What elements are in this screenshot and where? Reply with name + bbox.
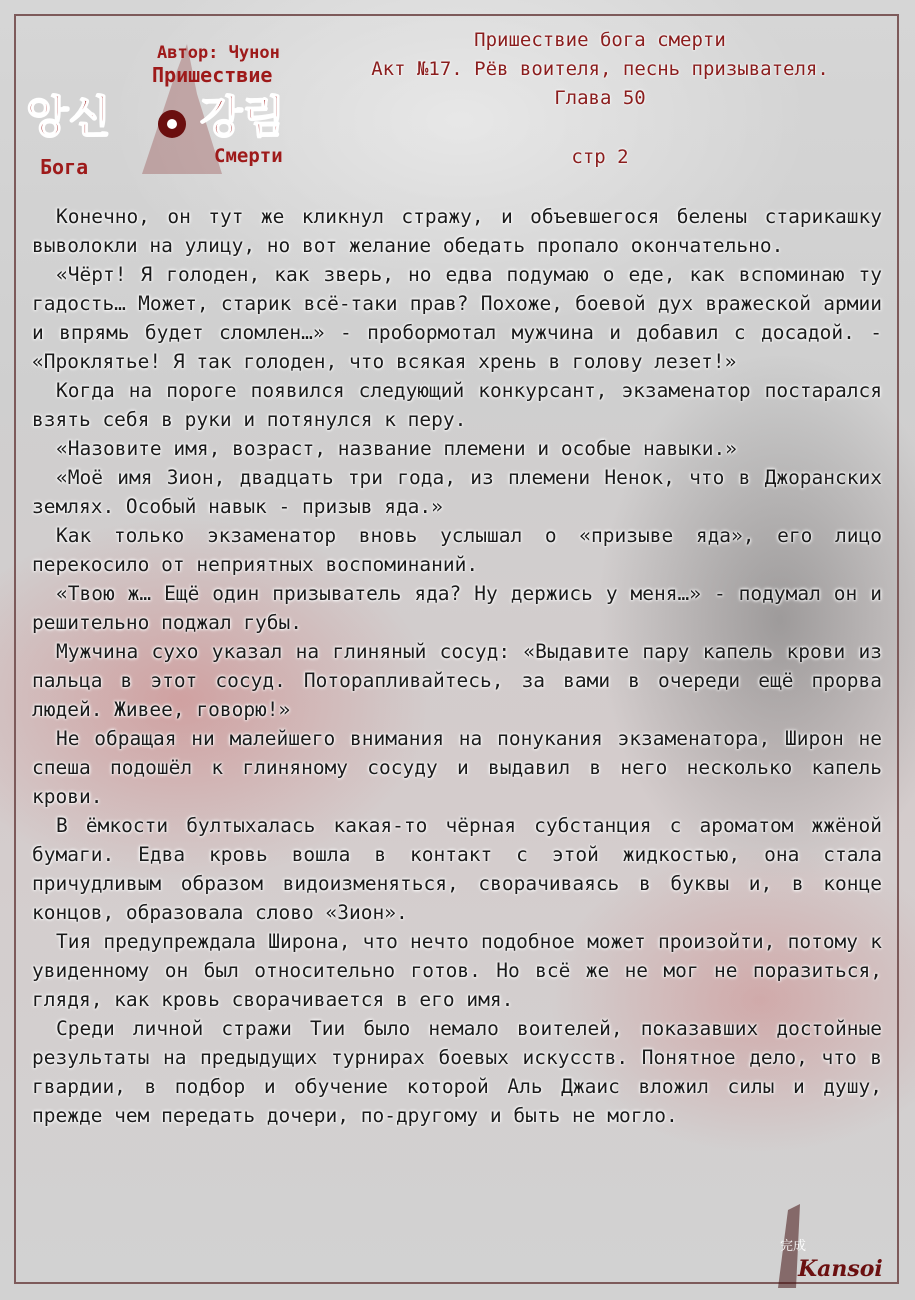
logo-title-line2: Бога: [40, 155, 89, 179]
logo-korean-left: 앙신: [26, 92, 112, 143]
logo-korean-right: 강림: [200, 92, 286, 143]
watermark-text: Kansoi: [798, 1256, 883, 1282]
logo-graphic: [22, 24, 312, 194]
paragraph: Мужчина сухо указал на глиняный сосуд: «Выдавите пару капель крови из пальца в этот сосуд. Поторапливайтесь, за вами в очереди ещё прорва людей. Живее, говорю!»: [32, 640, 882, 721]
chapter-number: Глава 50: [554, 87, 646, 109]
paragraph: «Моё имя Зион, двадцать три года, из племени Ненок, что в Джоранских землях. Особый навык - призыв яда.»: [32, 466, 882, 518]
series-title: Пришествие бога смерти: [474, 29, 726, 51]
paragraph: «Твою ж… Ещё один призыватель яда? Ну держись у меня…» - подумал он и решительно поджал губы.: [32, 582, 882, 634]
title-logo: [22, 24, 312, 194]
paragraph: Тия предупреждала Широна, что нечто подобное может произойти, потому к увиденному он был относительно готов. Но всё же не мог не поразиться, глядя, как кровь сворачивается в его имя.: [32, 930, 882, 1011]
logo-title-line1: Пришествие: [152, 63, 273, 87]
paragraph: Среди личной стражи Тии было немало воителей, показавших достойные результаты на предыдущих турнирах боевых искусств. Понятное дело, что в гвардии, в подбор и обучение которой Аль Джаис вложил силы и душу, прежде чем передать дочери, по-другому и быть не могло.: [32, 1017, 882, 1127]
logo-author: Автор: Чунон: [157, 43, 280, 63]
paragraph: Как только экзаменатор вновь услышал о «призыве яда», его лицо перекосило от неприятных воспоминаний.: [32, 524, 882, 576]
story-text: [32, 202, 882, 1130]
paragraph: Конечно, он тут же кликнул стражу, и объевшегося белены старикашку выволокли на улицу, но вот желание обедать пропало окончательно.: [32, 205, 882, 257]
paragraph: «Чёрт! Я голоден, как зверь, но едва подумаю о еде, как вспоминаю ту гадость… Может, старик всё-таки прав? Похоже, боевой дух вражеской армии и впрямь будет сломлен…» - пробормотал мужчина и добавил с досадой. - «Проклятье! Я так голоден, что всякая хрень в голову лезет!»: [32, 263, 882, 373]
watermark-kanji: 完成: [780, 1239, 807, 1254]
paragraph: Не обращая ни малейшего внимания на понукания экзаменатора, Широн не спеша подошёл к глиняному сосуду и выдавил в него несколько капель крови.: [32, 727, 882, 808]
paragraph: «Назовите имя, возраст, название племени и особые навыки.»: [56, 437, 737, 460]
act-title: Акт №17. Рёв воителя, песнь призывателя.: [371, 58, 829, 80]
paragraph: В ёмкости бултыхалась какая-то чёрная субстанция с ароматом жжёной бумаги. Едва кровь вошла в контакт с этой жидкостью, она стала причудливым образом видоизменяться, сворачиваясь в буквы и, в конце концов, образовала слово «Зион».: [32, 814, 882, 924]
watermark-graphic: [770, 1200, 900, 1290]
paragraph: Когда на пороге появился следующий конкурсант, экзаменатор постарался взять себя в руки и потянулся к перу.: [32, 379, 882, 431]
translator-watermark: [770, 1200, 900, 1290]
page-number: стр 2: [571, 146, 629, 168]
chapter-header: [330, 26, 870, 172]
logo-title-line3: Смерти: [214, 145, 283, 167]
